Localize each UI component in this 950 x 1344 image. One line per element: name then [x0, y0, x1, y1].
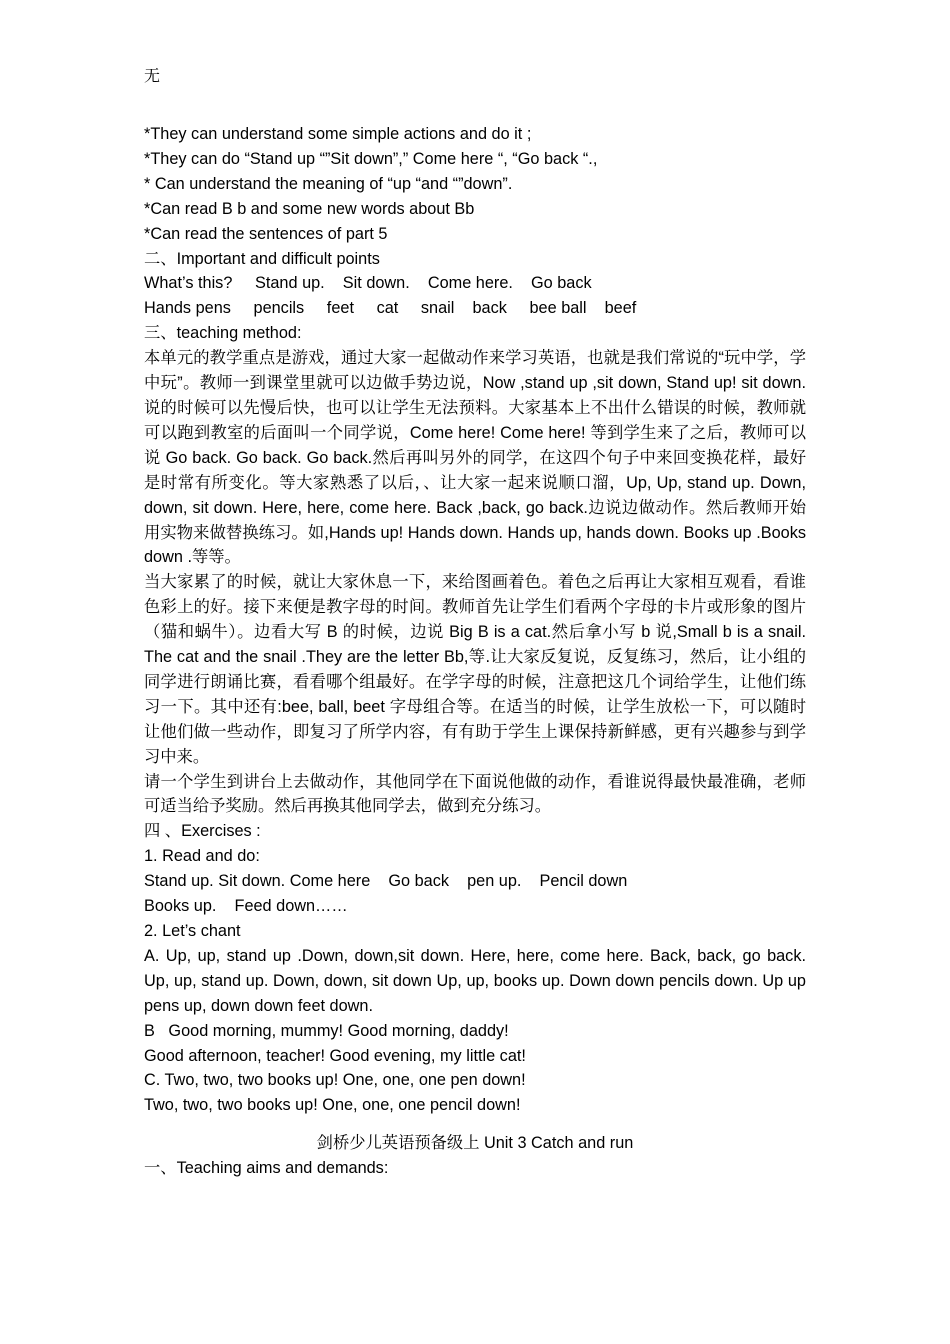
exercise-1-line-1: Stand up. Sit down. Come here Go back pen up. Pencil down	[144, 872, 628, 891]
method-paragraph-3: 请一个学生到讲台上去做动作，其他同学在下面说他做的动作，看谁说得最快最准确，老师可适当给予奖励。然后再换其他同学去，做到充分练习。	[144, 772, 806, 816]
aim-line-2: *They can do “Stand up “”Sit down”,” Come here “, “Go back “.,	[144, 149, 598, 168]
aim-line-4: *Can read B b and some new words about Bb	[144, 199, 475, 218]
chant-b-line-1: B Good morning, mummy! Good morning, daddy!	[144, 1021, 509, 1040]
page-header: 无	[144, 66, 161, 85]
section-heading-method: 三、teaching method:	[144, 324, 302, 343]
chant-c-line-2: Two, two, two books up! One, one, one pencil down!	[144, 1096, 521, 1115]
section-heading-exercises: 四 、Exercises :	[144, 822, 261, 841]
section-heading-aims: 一、Teaching aims and demands:	[144, 1159, 389, 1178]
exercise-1-line-2: Books up. Feed down……	[144, 897, 348, 916]
exercise-1-title: 1. Read and do:	[144, 847, 260, 866]
exercise-2-title: 2. Let’s chant	[144, 922, 241, 940]
unit-title: 剑桥少儿英语预备级上 Unit 3 Catch and run	[316, 1134, 634, 1153]
aim-line-5: *Can read the sentences of part 5	[144, 224, 388, 243]
method-paragraph-1: 本单元的教学重点是游戏，通过大家一起做动作来学习英语，也就是我们常说的“玩中学，学中玩”。教师一到课堂里就可以边做手势边说，Now ,stand up ,sit down, Stand up! sit down.说的时候可以先慢后快，也可以让学生无法预料。大家基本上不出什么错误的时候，教师就可以跑到教室的后面叫一个同学说，Come here! Come here! 等到学生来了之后，教师可以说 Go back. Go back. Go back.然后再叫另外的同学，在这四个句子中来回变换花样，最好是时常有所变化。等大家熟悉了以后，、让大家一起来说顺口溜，Up, Up, stand up. Down, down, sit down. Here, here, come here. Back ,back, go back.边说边做动作。然后教师开始用实物来做替换练习。如,Hands up! Hands down. Hands up, hands down. Books up .Books down .等等。	[144, 349, 806, 567]
chant-b-line-2: Good afternoon, teacher! Good evening, my little cat!	[144, 1046, 526, 1065]
aim-line-1: *They can understand some simple actions and do it ;	[144, 125, 532, 143]
document-body	[144, 122, 806, 1181]
section-heading-points: 二、Important and difficult points	[144, 249, 380, 268]
method-paragraph-2: 当大家累了的时候，就让大家休息一下，来给图画着色。着色之后再让大家相互观看，看谁色彩上的好。接下来便是教字母的时间。教师首先让学生们看两个字母的卡片或形象的图片（猫和蜗牛）。边看大写 B 的时候，边说 Big B is a cat.然后拿小写 b 说,Small b is a snail. The cat and the snail .They are the letter Bb,等.让大家反复说，反复练习，然后，让小组的同学进行朗诵比赛，看看哪个组最好。在学字母的时候，注意把这几个词给学生，让他们练习一下。其中还有:bee, ball, beet 字母组合等。在适当的时候，让学生放松一下，可以随时让他们做一些动作，即复习了所学内容，有有助于学生上课保持新鲜感，更有兴趣参与到学习中来。	[144, 573, 806, 766]
chant-a: A. Up, up, stand up .Down, down,sit down. Here, here, come here. Back, back, go back. Up, up, stand up. Down, down, sit down Up, up, books up. Down down pencils down. Up up pens up, down down feet down.	[144, 946, 806, 1015]
aim-line-3: * Can understand the meaning of “up “and “”down”.	[144, 174, 513, 193]
chant-c-line-1: C. Two, two, two books up! One, one, one pen down!	[144, 1071, 526, 1090]
points-row-2: Hands pens pencils feet cat snail back bee ball beef	[144, 299, 637, 318]
points-row-1: What’s this? Stand up. Sit down. Come here. Go back	[144, 274, 592, 293]
